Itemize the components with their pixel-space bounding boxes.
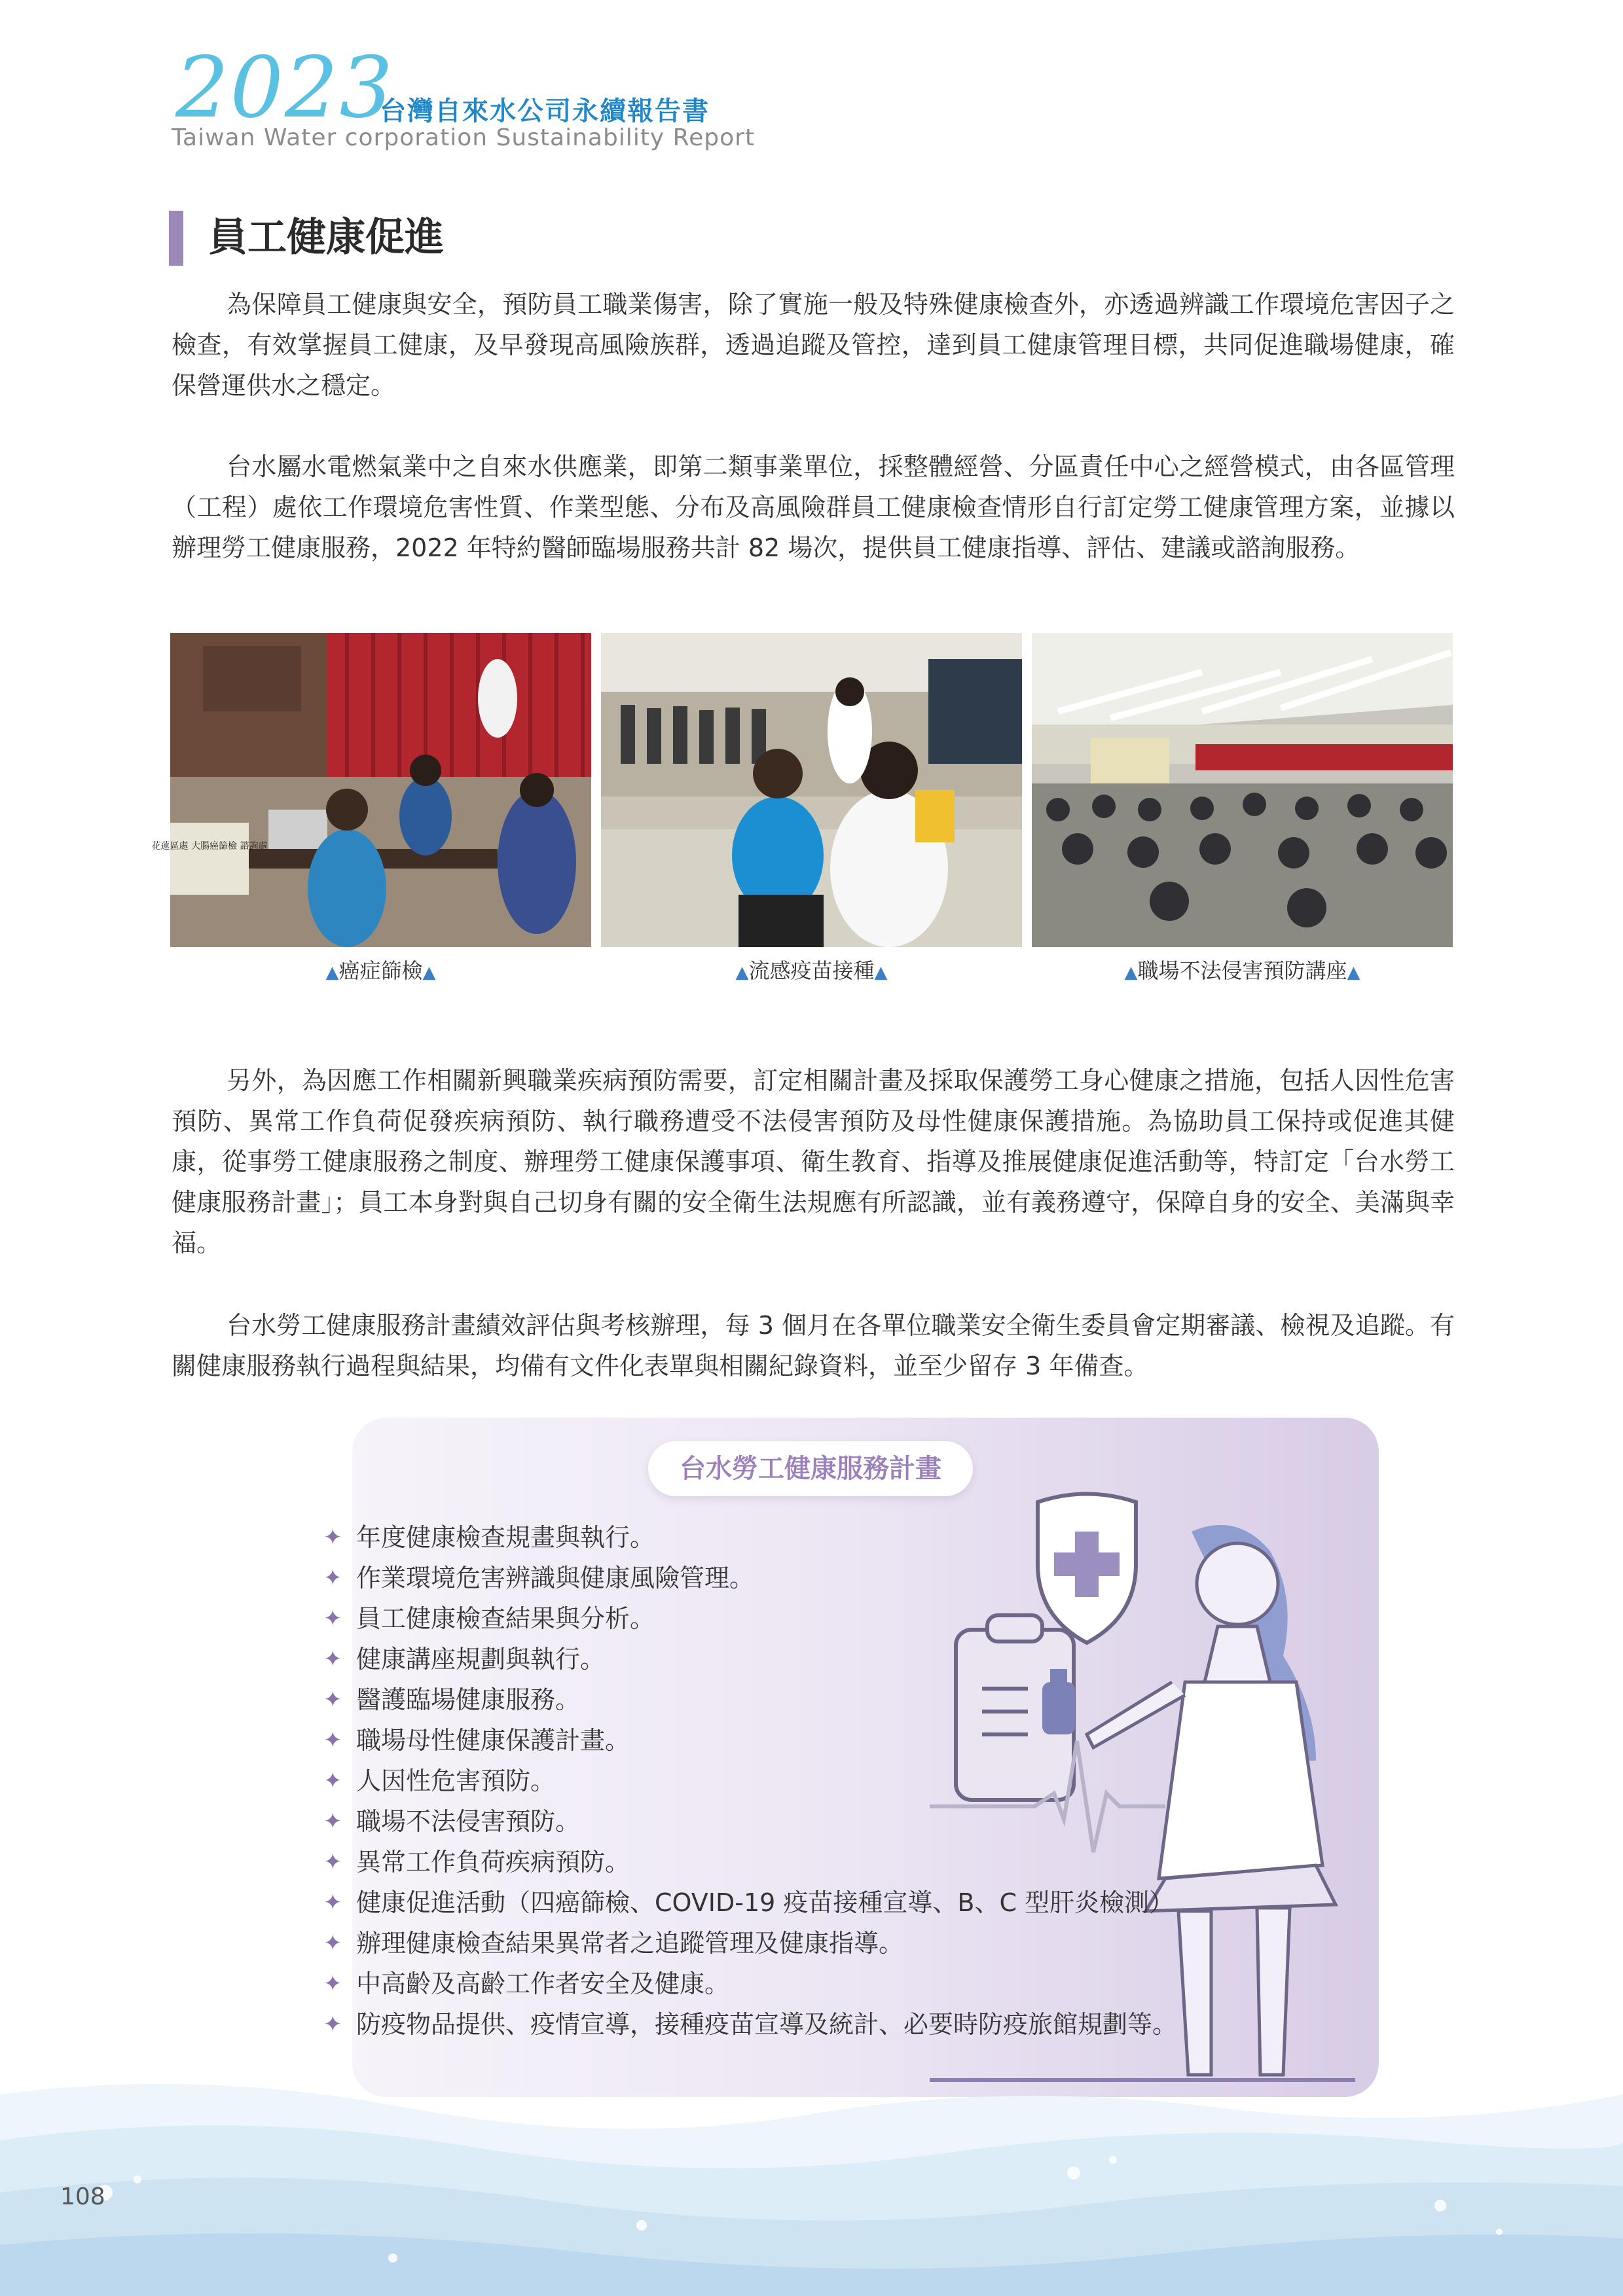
plan-item-text: 職場不法侵害預防。 — [356, 1807, 581, 1836]
sparkle-bullet-icon: ✦ — [323, 1727, 342, 1753]
plan-item-text: 健康講座規劃與執行。 — [356, 1645, 606, 1674]
plan-item-list — [323, 1517, 1177, 2045]
sparkle-bullet-icon: ✦ — [323, 1930, 342, 1956]
paragraph-4: 台水勞工健康服務計畫績效評估與考核辦理，每 3 個月在各單位職業安全衛生委員會定期審議、檢視及追蹤。有關健康服務執行過程與結果，均備有文件化表單與相關紀錄資料，並至少留存 3 年備查。 — [172, 1311, 1455, 1380]
photo-workplace-violence-lecture — [1032, 633, 1453, 947]
decorative-water-waves — [0, 2068, 1623, 2296]
sparkle-bullet-icon: ✦ — [323, 1565, 342, 1591]
sparkle-bullet-icon: ✦ — [323, 1971, 342, 1997]
plan-item-text: 人因性危害預防。 — [356, 1767, 556, 1795]
sparkle-bullet-icon: ✦ — [323, 1687, 342, 1713]
section-title: 員工健康促進 — [208, 215, 444, 260]
paragraph-1: 為保障員工健康與安全，預防員工職業傷害，除了實施一般及特殊健康檢查外，亦透過辨識工作環境危害因子之檢查，有效掌握員工健康，及早發現高風險族群，透過追蹤及管控，達到員工健康管理目標，共同促進職場健康，確保營運供水之穩定。 — [172, 290, 1455, 400]
sparkle-bullet-icon: ✦ — [323, 1646, 342, 1672]
caption-marker-right: ▲ — [1347, 963, 1360, 982]
section-accent-bar — [169, 211, 183, 266]
plan-item-text: 職場母性健康保護計畫。 — [356, 1726, 630, 1755]
caption-text: 職場不法侵害預防講座 — [1137, 958, 1347, 983]
caption-marker-right: ▲ — [874, 963, 888, 982]
plan-item-text: 防疫物品提供、疫情宣導，接種疫苗宣導及統計、必要時防疫旅館規劃等。 — [356, 2010, 1178, 2039]
plan-item — [323, 1964, 1177, 2004]
photo-flu-vaccination — [601, 633, 1022, 947]
photo-cancer-screening — [151, 633, 591, 947]
plan-item-text: 辦理健康檢查結果異常者之追蹤管理及健康指導。 — [356, 1929, 904, 1958]
plan-item-text: 員工健康檢查結果與分析。 — [356, 1604, 655, 1633]
plan-item — [323, 1882, 1177, 1923]
plan-item — [323, 1558, 1177, 1598]
page-number: 108 — [60, 2183, 105, 2210]
photo-caption-2 — [601, 954, 1022, 984]
plan-item — [323, 1761, 1177, 1801]
report-title-english: Taiwan Water corporation Sustainability Report — [172, 124, 756, 151]
caption-marker-left: ▲ — [735, 963, 749, 982]
plan-item — [323, 2004, 1177, 2045]
photo-caption-3 — [1032, 954, 1453, 984]
sparkle-bullet-icon: ✦ — [323, 1768, 342, 1794]
plan-item — [323, 1842, 1177, 1882]
caption-text: 癌症篩檢 — [338, 958, 423, 983]
plan-item — [323, 1801, 1177, 1842]
sparkle-bullet-icon: ✦ — [323, 1808, 342, 1835]
plan-title-pill: 台水勞工健康服務計畫 — [648, 1441, 973, 1496]
paragraph-3: 另外，為因應工作相關新興職業疾病預防需要，訂定相關計畫及採取保護勞工身心健康之措施，包括人因性危害預防、異常工作負荷促發疾病預防、執行職務遭受不法侵害預防及母性健康保護措施。為協助員工保持或促進其健康，從事勞工健康服務之制度、辦理勞工健康保護事項、衛生教育、指導及推展健康促進活動等，特訂定「台水勞工健康服務計畫」；員工本身對與自己切身有關的安全衛生法規應有所認識，並有義務遵守，保障自身的安全、美滿與幸福。 — [172, 1066, 1455, 1257]
plan-item — [323, 1923, 1177, 1964]
plan-item-text: 異常工作負荷疾病預防。 — [356, 1848, 630, 1876]
report-year: 2023 — [175, 39, 394, 137]
caption-marker-left: ▲ — [1124, 963, 1138, 982]
caption-text: 流感疫苗接種 — [748, 958, 875, 983]
sparkle-bullet-icon: ✦ — [323, 1605, 342, 1632]
plan-item — [323, 1517, 1177, 1558]
photo-caption-1 — [170, 954, 591, 984]
plan-item-text: 健康促進活動（四癌篩檢、COVID-19 疫苗接種宣導、B、C 型肝炎檢測） — [356, 1888, 1175, 1917]
plan-item-text: 作業環境危害辨識與健康風險管理。 — [356, 1564, 755, 1592]
sparkle-bullet-icon: ✦ — [323, 1890, 342, 1916]
caption-marker-right: ▲ — [422, 963, 436, 982]
plan-item — [323, 1720, 1177, 1761]
plan-item-text: 年度健康檢查規畫與執行。 — [356, 1523, 655, 1552]
paragraph-2: 台水屬水電燃氣業中之自來水供應業，即第二類事業單位，採整體經營、分區責任中心之經營模式，由各區管理（工程）處依工作環境危害性質、作業型態、分布及高風險群員工健康檢查情形自行訂定勞工健康管理方案，並據以辦理勞工健康服務，2022 年特約醫師臨場服務共計 82 場次，提供員工健康指導、評估、建議或諮詢服務。 — [172, 452, 1455, 562]
report-title-chinese: 台灣自來水公司永續報告書 — [380, 96, 710, 126]
sparkle-bullet-icon: ✦ — [323, 1849, 342, 1875]
plan-item — [323, 1679, 1177, 1720]
plan-item — [323, 1639, 1177, 1679]
plan-item — [323, 1598, 1177, 1639]
sparkle-bullet-icon: ✦ — [323, 1524, 342, 1551]
plan-item-text: 中高齡及高齡工作者安全及健康。 — [356, 1969, 730, 1998]
plan-item-text: 醫護臨場健康服務。 — [356, 1685, 581, 1714]
sign-text: 花蓮區處 大腸癌篩檢 諮詢處 — [151, 841, 268, 852]
sparkle-bullet-icon: ✦ — [323, 2011, 342, 2037]
caption-marker-left: ▲ — [325, 963, 339, 982]
